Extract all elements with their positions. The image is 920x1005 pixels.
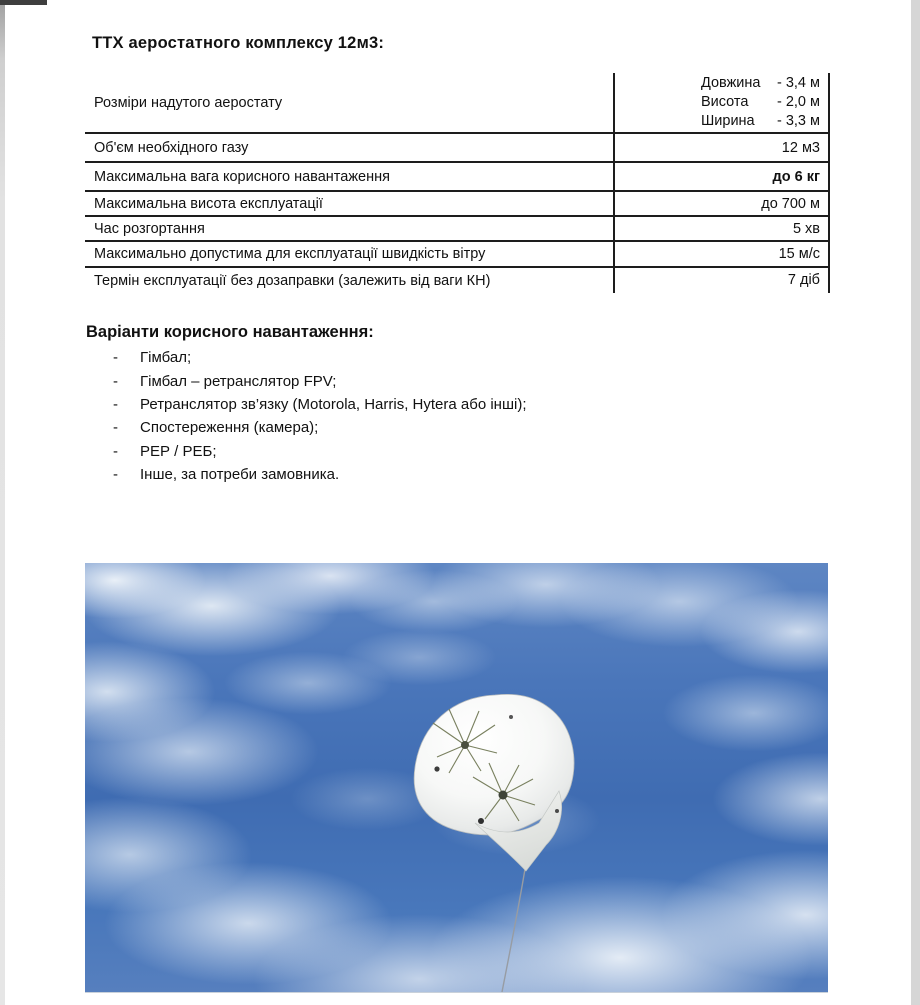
list-item-text: Спостереження (камера); xyxy=(140,419,319,437)
aerostat-balloon xyxy=(414,694,574,871)
table-row xyxy=(85,134,830,163)
spec-table xyxy=(85,73,830,293)
spec-label: Розміри надутого аеростату xyxy=(94,94,283,111)
list-item-text: РЕР / РЕБ; xyxy=(140,442,217,460)
spec-value: 12 м3 xyxy=(613,134,830,161)
list-item-text: Гімбал; xyxy=(140,349,192,367)
list-item-marker: - xyxy=(113,372,118,390)
spec-value: 5 хв xyxy=(613,217,830,240)
fitting-dot xyxy=(555,809,559,813)
list-item xyxy=(113,369,527,392)
dimension-list xyxy=(701,74,820,131)
table-row xyxy=(85,217,830,242)
dimension-value: - 2,0 м xyxy=(776,94,820,110)
spec-label: Максимальна висота експлуатації xyxy=(94,195,323,212)
spec-label: Термін експлуатації без дозаправки (залежить від ваги КН) xyxy=(94,272,491,289)
payload-list xyxy=(113,346,527,486)
spec-value: 7 діб xyxy=(613,268,830,293)
list-item xyxy=(113,393,527,416)
spec-label: Об'єм необхідного газу xyxy=(94,139,249,156)
balloon-illustration xyxy=(85,563,828,992)
screenshot-artifact xyxy=(0,0,47,5)
table-row xyxy=(85,73,830,134)
tether-line xyxy=(502,869,525,992)
table-row xyxy=(85,242,830,268)
screen-edge-left xyxy=(0,0,5,1005)
spec-value: 15 м/с xyxy=(613,242,830,266)
table-row xyxy=(85,268,830,293)
dimension-value: - 3,4 м xyxy=(776,75,820,91)
list-item-text: Інше, за потреби замовника. xyxy=(140,466,340,484)
spec-value: до 700 м xyxy=(613,192,830,215)
dimension-value: - 3,3 м xyxy=(776,113,820,129)
list-item-marker: - xyxy=(113,419,118,437)
spec-label: Максимальна вага корисного навантаження xyxy=(94,168,390,185)
fitting-dot xyxy=(434,766,439,771)
list-item-marker: - xyxy=(113,466,118,484)
list-item-text: Ретранслятор зв’язку (Motorola, Harris, Hytera або інші); xyxy=(140,395,527,413)
spec-value xyxy=(613,73,830,132)
table-row xyxy=(85,192,830,217)
spec-label: Час розгортання xyxy=(94,220,205,237)
table-row xyxy=(85,163,830,192)
dimension-name: Ширина xyxy=(700,113,755,129)
payload-heading: Варіанти корисного навантаження: xyxy=(86,323,374,341)
page-title: ТТХ аеростатного комплексу 12м3: xyxy=(92,34,385,52)
list-item xyxy=(113,416,527,439)
spec-label: Максимально допустима для експлуатації швидкість вітру xyxy=(94,246,486,262)
list-item-marker: - xyxy=(113,395,118,413)
aerostat-photo xyxy=(85,563,828,993)
list-item-marker: - xyxy=(113,349,118,367)
dimension-name: Довжина xyxy=(700,75,761,91)
list-item xyxy=(113,463,527,486)
fitting-dot xyxy=(509,715,513,719)
list-item xyxy=(113,440,527,463)
dimension-name: Висота xyxy=(700,94,749,110)
list-item-marker: - xyxy=(113,442,118,460)
screen-edge-right xyxy=(911,0,920,1005)
list-item xyxy=(113,346,527,369)
list-item-text: Гімбал – ретранслятор FPV; xyxy=(140,372,337,390)
fitting-dot xyxy=(478,818,484,824)
rigging-hub xyxy=(461,741,469,749)
rigging-hub xyxy=(499,791,508,800)
spec-value: до 6 кг xyxy=(613,163,830,190)
